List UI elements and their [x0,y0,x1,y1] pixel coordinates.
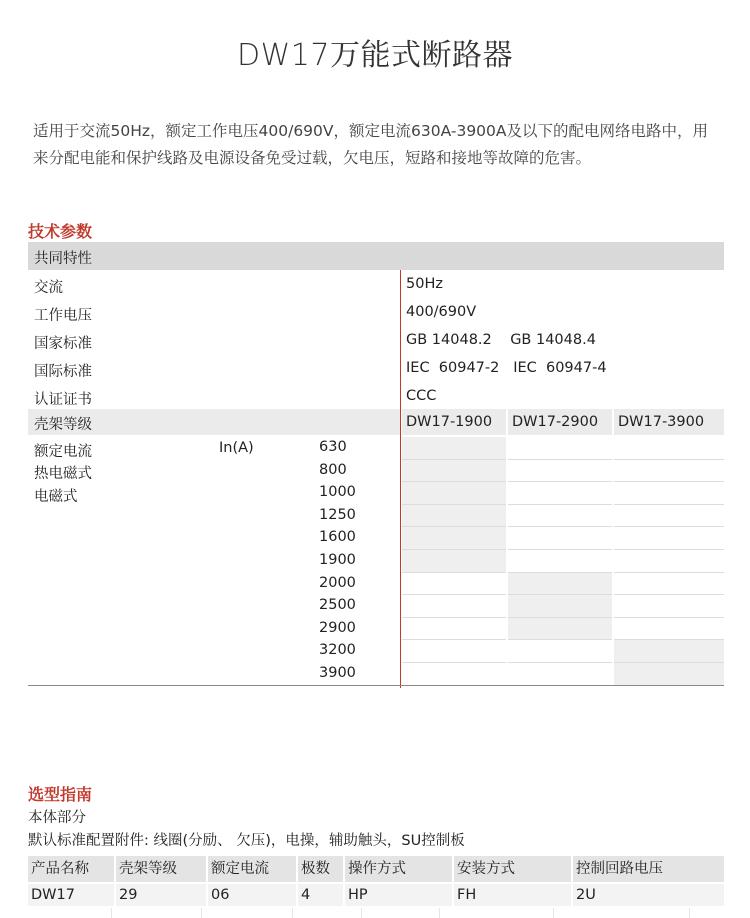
selection-tick [361,908,362,918]
selection-tick [439,908,440,918]
availability-cell [508,595,612,618]
common-heading: 共同特性 [34,251,92,267]
current-label: 额定电流 [34,444,92,460]
availability-cell [508,550,612,573]
row-label: 认证证书 [34,392,92,408]
availability-cell [614,663,724,686]
availability-cell [614,618,724,641]
availability-cell [508,505,612,528]
availability-cell [614,460,724,483]
current-label: 热电磁式 [34,466,92,482]
selection-tick [689,908,690,918]
selection-column-header: 产品名称 [28,856,114,882]
availability-cell [508,482,612,505]
availability-cell [614,595,724,618]
current-value: 2500 [319,597,356,614]
row-value: 400/690V [406,304,477,320]
model-header: DW17-3900 [614,409,724,435]
row-value: GB 14048.2 GB 14048.4 [406,332,596,348]
selection-tick [292,908,293,918]
availability-cell [402,595,506,618]
row-value: CCC [406,388,437,404]
availability-cell [402,437,506,460]
current-value: 3200 [319,642,356,659]
availability-cell [614,437,724,460]
availability-cell [614,527,724,550]
availability-cell [402,550,506,573]
selection-value: 2U [573,884,724,906]
availability-cell [402,618,506,641]
current-value: 2900 [319,619,356,636]
availability-cell [508,460,612,483]
availability-cell [508,437,612,460]
selection-column-header: 安装方式 [454,856,571,882]
availability-cell [508,640,612,663]
selection-column-header: 壳架等级 [116,856,206,882]
availability-cell [508,573,612,596]
current-value: 2000 [319,574,356,591]
selection-value: DW17 [28,884,114,906]
frame-label-bar [28,409,400,435]
availability-cell [402,663,506,686]
availability-cell [614,640,724,663]
selection-value: 29 [116,884,206,906]
selection-column-header: 极数 [298,856,343,882]
selection-column-header: 控制回路电压 [573,856,724,882]
model-header: DW17-2900 [508,409,612,435]
selection-value: 06 [208,884,296,906]
model-header: DW17-1900 [402,409,506,435]
page-title: DW17万能式断路器 [237,38,513,73]
availability-cell [402,505,506,528]
common-header-bar [28,242,724,270]
current-value: 800 [319,461,347,478]
availability-cell [402,460,506,483]
row-label: 交流 [34,280,63,296]
selection-value: FH [454,884,571,906]
row-label: 工作电压 [34,308,92,324]
current-value: 1600 [319,529,356,546]
row-value: IEC 60947-2 IEC 60947-4 [406,360,607,376]
availability-cell [402,573,506,596]
availability-cell [614,505,724,528]
current-label: 电磁式 [34,489,78,505]
default-config-note: 默认标准配置附件: 线圈(分励、 欠压)，电操，辅助触头，SU控制板 [28,833,465,849]
table-bottom-rule [28,685,724,686]
selection-tick [553,908,554,918]
availability-cell [402,482,506,505]
availability-cell [508,663,612,686]
availability-cell [508,618,612,641]
row-value: 50Hz [406,276,443,292]
unit-label: In(A) [219,440,254,456]
selection-tick [201,908,202,918]
availability-cell [402,527,506,550]
body-part-label: 本体部分 [28,810,86,826]
availability-cell [614,482,724,505]
current-value: 3900 [319,665,356,681]
row-label: 国际标准 [34,364,92,380]
table-divider [400,270,401,688]
selection-guide-heading: 选型指南 [28,785,93,804]
current-value: 1000 [319,484,356,501]
availability-cell [614,550,724,573]
current-value: 1250 [319,506,356,523]
current-value: 630 [319,439,347,455]
tech-params-heading: 技术参数 [28,222,93,241]
intro-paragraph: 适用于交流50Hz，额定工作电压400/690V，额定电流630A-3900A及以下的配电网络电路中，用来分配电能和保护线路及电源设备免受过载，欠电压，短路和接地等故障的危害。 [33,122,709,167]
frame-label: 壳架等级 [34,417,92,433]
current-value: 1900 [319,552,356,568]
selection-value: 4 [298,884,343,906]
availability-cell [402,640,506,663]
selection-tick [111,908,112,918]
selection-column-header: 操作方式 [345,856,452,882]
selection-column-header: 额定电流 [208,856,296,882]
availability-cell [508,527,612,550]
selection-value: HP [345,884,452,906]
availability-cell [614,573,724,596]
row-label: 国家标准 [34,336,92,352]
